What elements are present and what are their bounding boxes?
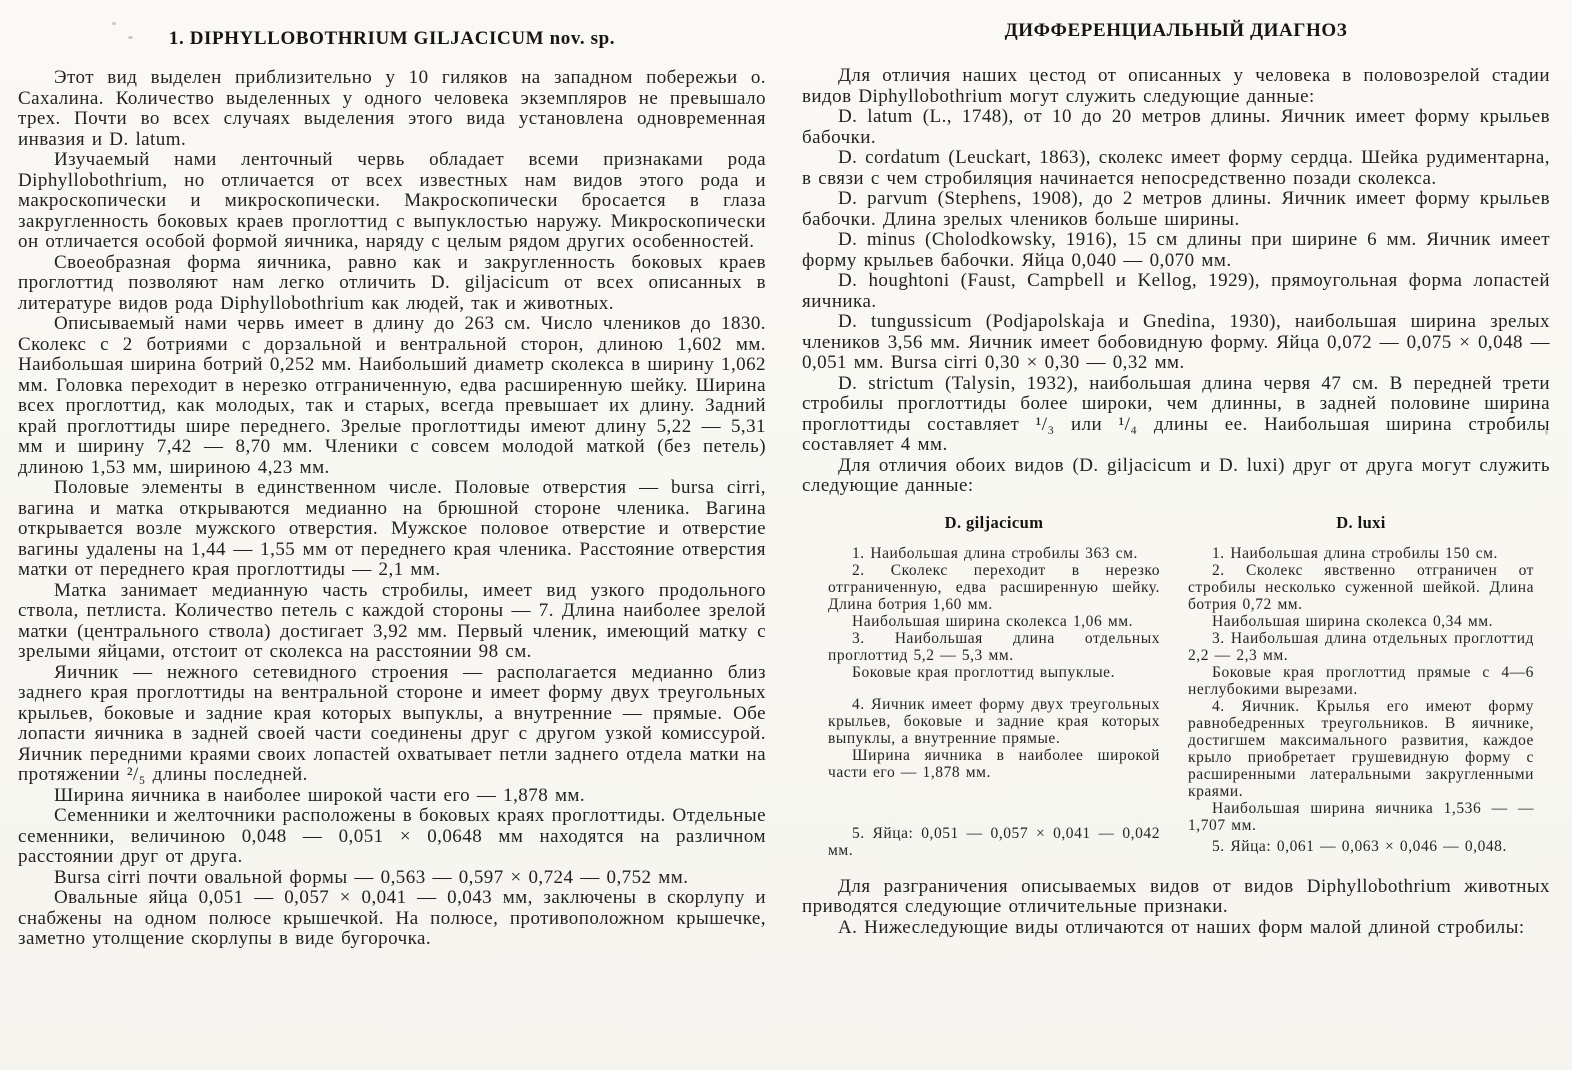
paragraph: Этот вид выделен приблизительно у 10 гиляков на западном побережьи о. Сахалина. Количество выделенных у одного человека экземпляров не превышало трех. Почти во всех случаях выделения этого вида установлена одновременная инвазия и D. latum. [18,67,766,150]
paragraph: Описываемый нами червь имеет в длину до 263 см. Число члеников до 1830. Сколекс с 2 ботриями с дорзальной и вентральной сторон, длиною 1,602 мм. Наибольшая ширина ботрий 0,252 мм. Наибольший диаметр сколекса в ширину 1,062 мм. Головка переходит в нерезко отграниченную, едва расширенную шейку. Ширина всех проглоттид, как молодых, так и старых, всегда превышает их длину. Задний край проглоттиды шире переднего. Зрелые проглоттиды имеют длину 5,22 — 5,31 мм и ширину 7,42 — 8,70 мм. Членики с совсем молодой маткой (без петель) длиною 1,53 мм, шириною 4,23 мм. [18,313,766,478]
list-item: Боковые края проглоттид выпуклые. [852,663,1116,681]
scan-speck [112,22,116,25]
column-header-giljacicum: D. giljacicum [944,512,1044,532]
paragraph: Овальные яйца 0,051 — 0,057 × 0,041 — 0,043 мм, заключены в скорлупу и снабжены на одном полюсе крышечкой. На полюсе, противоположном крышечке, заметно утолщение скорлупы в виде бугорочка. [18,887,766,949]
paragraph: Ширина яичника в наиболее широкой части его — 1,878 мм. [54,784,586,806]
paragraph: D. cordatum (Leuckart, 1863), сколекс имеет форму сердца. Шейка рудиментарна, в связи с чем стробиляция начинается непосредственно позади сколекса. [802,147,1550,189]
list-item: 3. Наибольшая длина отдельных проглоттид 5,2 — 5,3 мм. [828,629,1160,664]
paragraph: Для разграничения описываемых видов от видов Diphyllobothrium животных приводятся следующие отличительные признаки. [802,875,1550,917]
list-item: Боковые края проглоттид прямые с 4—6 неглубокими вырезами. [1188,663,1534,698]
column-header-luxi: D. luxi [1336,512,1386,532]
left-column [18,28,766,950]
list-item: Наибольшая ширина яичника 1,536 — — 1,707 мм. [1188,799,1534,834]
paragraph: Для отличия наших цестод от описанных у человека в половозрелой стадии видов Diphyllobothrium могут служить следующие данные: [802,65,1550,107]
paragraph: D. latum (L., 1748), от 10 до 20 метров длины. Яичник имеет форму крыльев бабочки. [802,106,1550,148]
paragraph: D. parvum (Stephens, 1908), до 2 метров длины. Яичник имеет форму крыльев бабочки. Длина зрелых члеников больше ширины. [802,188,1550,230]
paragraph: D. minus (Cholodkowsky, 1916), 15 см длины при ширине 6 мм. Яичник имеет форму крыльев бабочки. Яйца 0,040 — 0,070 мм. [802,229,1550,271]
list-item: 5. Яйца: 0,051 — 0,057 × 0,041 — 0,042 мм. [828,824,1160,859]
comparison-table [802,513,1550,859]
paragraph: Своеобразная форма яичника, равно как и закругленность боковых краев проглоттид позволяют нам легко отличить D. giljacicum от всех описанных в литературе видов рода Diphyllobothrium как людей, так и животных. [18,251,766,314]
species-heading: 1. DIPHYLLOBOTHRIUM GILJACICUM nov. sp. [168,28,616,49]
list-item: 2. Сколекс явственно отграничен от стробилы несколько суженной шейкой. Длина ботрия 0,72 мм. [1188,561,1534,613]
list-item: 3. Наибольшая длина отдельных проглоттид 2,2 — 2,3 мм. [1188,629,1534,664]
diagnosis-heading: ДИФФЕРЕНЦИАЛЬНЫЙ ДИАГНОЗ [1004,20,1348,41]
paragraph: Семенники и желточники расположены в боковых краях проглоттиды. Отдельные семенники, величиною 0,048 — 0,051 × 0,0648 мм находятся на различном расстоянии друг от друга. [18,805,766,867]
paragraph: Матка занимает медианную часть стробилы, имеет вид узкого продольного ствола, петлиста. Количество петель с каждой стороны — 7. Длина наиболее зрелой матки (центрального ствола) достигает 3,92 мм. Первый членик, имеющий матку с зрелыми яйцами, отстоит от сколекса на расстоянии 98 см. [18,579,766,662]
paragraph: Изучаемый нами ленточный червь обладает всеми признаками рода Diphyllobothrium, но отличается от всех известных нам видов этого рода и макроскопически и микроскопически. Макроскопически бросается в глаза закругленность боковых краев проглоттид с выпуклостью наружу. Микроскопически он отличается особой формой яичника, наряду с целым рядом других особенностей. [18,149,766,252]
list-item: 1. Наибольшая длина стробилы 363 см. [852,544,1138,562]
paragraph: D. tungussicum (Podjapolskaja и Gnedina, 1930), наибольшая ширина зрелых члеников 3,56 мм. Яичник имеет бобовидную форму. Яйца 0,072 — 0,075 × 0,048 — 0,051 мм. Bursa cirri 0,30 × 0,30 — 0,32 мм. [802,311,1550,373]
paragraph: Bursa cirri почти овальной формы — 0,563 — 0,597 × 0,724 — 0,752 мм. [54,866,689,888]
right-column [802,20,1550,938]
paragraph: D. strictum (Talysin, 1932), наибольшая длина червя 47 см. В передней трети стробилы проглоттиды более широки, чем длинны, в задней половине ширина проглоттиды составляет ¹/₃ или ¹/₄ длины ее. Наибольшая ширина стробилы составляет 4 мм. [802,372,1550,455]
comparison-column-luxi [1188,513,1534,859]
list-item: 5. Яйца: 0,061 — 0,063 × 0,046 — 0,048. [1212,837,1507,855]
list-item: 1. Наибольшая длина стробилы 150 см. [1212,544,1498,562]
comparison-column-giljacicum [828,513,1160,859]
paragraph: Половые элементы в единственном числе. Половые отверстия — bursa cirri, вагина и матка открываются медианно на брюшной стороне членика. Вагина открывается возле мужского отверстия. Мужское половое отверстие и отверстие вагины удалены на 1,44 — 1,55 мм от переднего края членика. Расстояние отверстия матки от переднего края проглоттиды — 2,1 мм. [18,477,766,580]
list-item: 4. Яичник. Крылья его имеют форму равнобедренных треугольников. В яичнике, достигшем максимального развития, каждое крыло приобретает грушевидную форму с расширенными латеральными закругленными краями. [1188,697,1534,800]
closing-section [802,877,1550,939]
list-item: 4. Яичник имеет форму двух треугольных крыльев, боковые и задние края которых выпуклы, а внутренние прямые. [828,695,1160,747]
paragraph: Для отличия обоих видов (D. giljacicum и D. luxi) друг от друга могут служить следующие данные: [802,454,1550,496]
list-item: Наибольшая ширина сколекса 0,34 мм. [1212,612,1494,630]
paragraph: А. Нижеследующие виды отличаются от наших форм малой длиной стробилы: [838,916,1525,938]
list-item: Наибольшая ширина сколекса 1,06 мм. [852,612,1134,630]
list-item: 2. Сколекс переходит в нерезко отграниченную, едва расширенную шейку. Длина ботрия 1,60 мм. [828,561,1160,613]
paragraph: D. houghtoni (Faust, Campbell и Kellog, 1929), прямоугольная форма лопастей яичника. [802,270,1550,312]
paragraph: Яичник — нежного сетевидного строения — располагается медианно близ заднего края проглоттиды на вентральной стороне и имеет форму двух треугольных крыльев, боковые и задние края которых выпуклы, а внутренние — прямые. Обе лопасти яичника в задней своей части соединены друг с другом узкой комиссурой. Яичник передними краями своих лопастей охватывает петли заднего отдела матки на протяжении ²/₅ длины последней. [18,661,766,785]
list-item: Ширина яичника в наиболее широкой части его — 1,878 мм. [828,746,1160,781]
